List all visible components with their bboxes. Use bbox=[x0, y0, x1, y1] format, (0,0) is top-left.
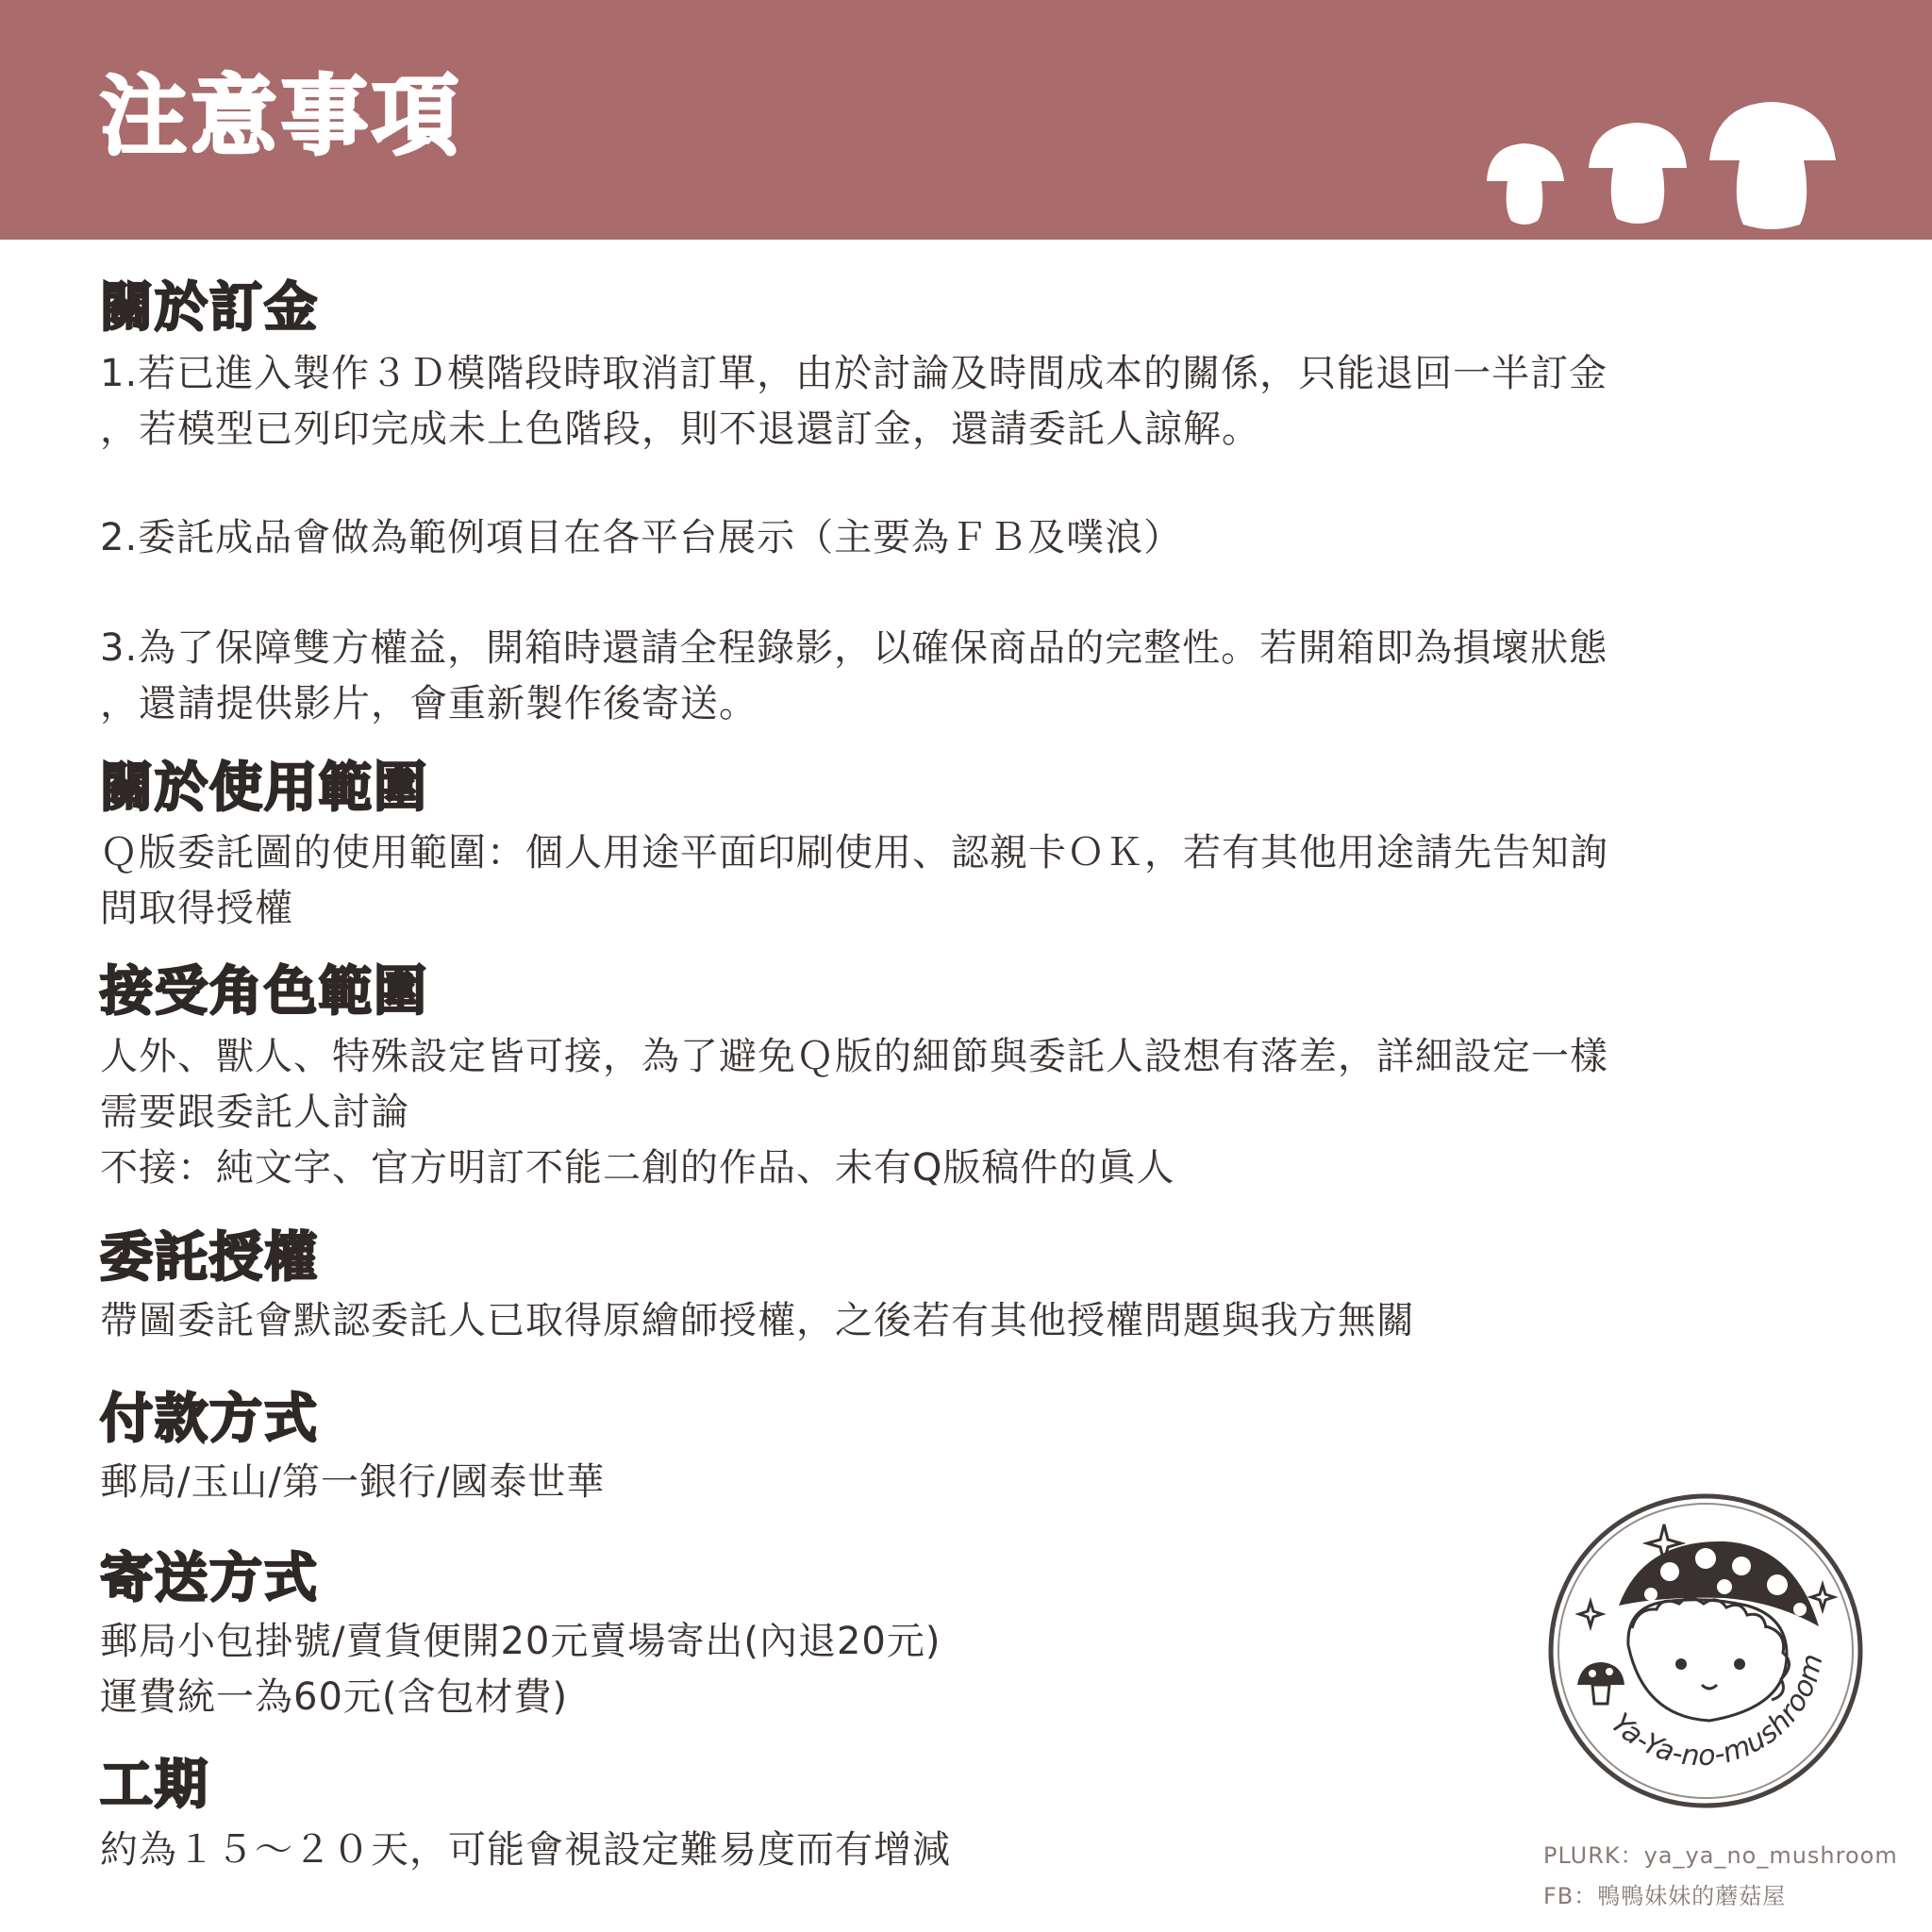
section-title-schedule: 工期 bbox=[100, 1755, 209, 1816]
page-title: 注意事項 bbox=[100, 66, 463, 167]
section-title-payment: 付款方式 bbox=[100, 1389, 319, 1450]
mushroom-icon bbox=[1472, 91, 1849, 240]
fb-handle: FB：鴨鴨妹妹的蘑菇屋 bbox=[1543, 1883, 1787, 1909]
deposit-item-3: 3.為了保障雙方權益，開箱時還請全程錄影，以確保商品的完整性。若開箱即為損壞狀態 ，還請提供影片，會重新製作後寄送。 bbox=[100, 626, 1608, 725]
usage-text: Ｑ版委託圖的使用範圍：個人用途平面印刷使用、認親卡ＯＫ，若有其他用途請先告知詢 問取得授權 bbox=[100, 831, 1608, 930]
schedule-text: 約為１５～２０天，可能會視設定難易度而有增減 bbox=[100, 1828, 951, 1872]
section-title-shipping: 寄送方式 bbox=[100, 1548, 319, 1609]
characters-text: 人外、獸人、特殊設定皆可接，為了避免Ｑ版的細節與委託人設想有落差，詳細設定一樣 需要跟委託人討論 不接：純文字、官方明訂不能二創的作品、未有Q版稿件的眞人 bbox=[100, 1035, 1608, 1190]
authorization-text: 帶圖委託會默認委託人已取得原繪師授權，之後若有其他授權問題與我方無關 bbox=[100, 1299, 1415, 1342]
shipping-text: 郵局小包掛號/賣貨便開20元賣場寄出(內退20元) 運費統一為60元(含包材費) bbox=[100, 1620, 941, 1719]
header-banner bbox=[0, 0, 1932, 240]
section-title-characters: 接受角色範圍 bbox=[100, 961, 428, 1023]
stamp-brand-text: Ya-Ya-no-mushroom bbox=[1604, 1650, 1830, 1774]
section-title-authorization: 委託授權 bbox=[100, 1227, 319, 1289]
section-title-usage: 關於使用範圍 bbox=[100, 758, 428, 819]
deposit-item-1: 1.若已進入製作３Ｄ模階段時取消訂單，由於討論及時間成本的關係，只能退回一半訂金 ，若模型已列印完成未上色階段，則不退還訂金，還請委託人諒解。 bbox=[100, 352, 1608, 451]
deposit-item-2: 2.委託成品會做為範例項目在各平台展示（主要為ＦＢ及噗浪） bbox=[100, 516, 1183, 559]
plurk-handle: PLURK：ya_ya_no_mushroom bbox=[1543, 1842, 1898, 1869]
brand-stamp-logo bbox=[1540, 1485, 1872, 1817]
payment-text: 郵局/玉山/第一銀行/國泰世華 bbox=[100, 1460, 606, 1504]
section-title-deposit: 關於訂金 bbox=[100, 277, 319, 339]
